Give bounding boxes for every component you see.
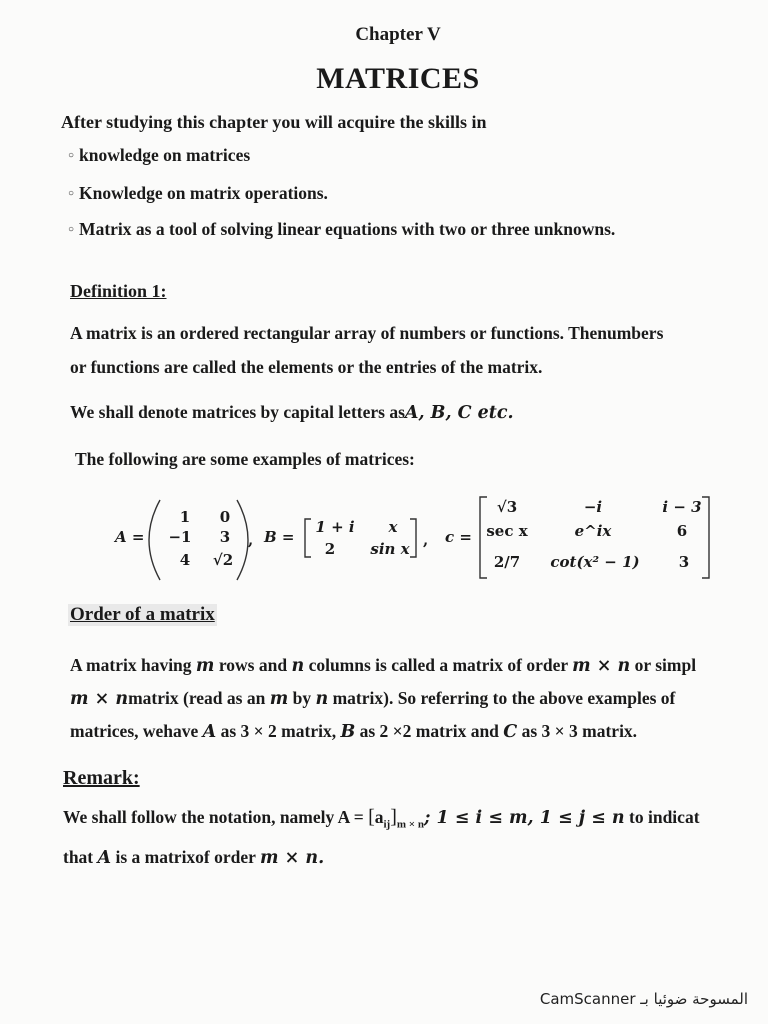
matrix-b: [263, 518, 428, 558]
bullet-icon: ○: [68, 188, 75, 199]
definition-line: We shall denote matrices by capital letters asA, B, C etc.: [70, 402, 514, 423]
remark-heading: Remark:: [63, 767, 140, 789]
matrix-cell: √3: [496, 498, 518, 516]
matrix-c: [445, 497, 709, 578]
matrix-cell: 4: [179, 551, 191, 569]
bullet-item: ○ Knowledge on matrix operations.: [68, 183, 328, 203]
matrix-cell: 3: [678, 553, 690, 571]
matrix-cell: 0: [219, 508, 231, 526]
matrix-cell: −i: [583, 498, 603, 516]
paren-left: [149, 500, 160, 580]
matrix-cell: i − 3: [662, 498, 702, 516]
chapter-label: Chapter V: [355, 24, 441, 45]
matrix-c-label: c =: [445, 528, 472, 546]
bullet-item: ○ Matrix as a tool of solving linear equations with two or three unknowns.: [68, 219, 616, 239]
bullet-icon: ○: [68, 224, 75, 235]
order-heading: Order of a matrix: [70, 604, 215, 625]
matrix-cell: 1: [179, 508, 191, 526]
bracket-close: ]: [390, 806, 397, 828]
matrix-cell: 3: [219, 528, 231, 546]
matrix-cell: e^ix: [574, 522, 612, 540]
matrix-a-label: A =: [115, 528, 145, 546]
matrix-cell: x: [388, 518, 398, 536]
remark-line: We shall follow the notation, namely $A = [a_{ij}]_{m \times n}$; 1 ≤ i ≤ m, 1 ≤ j ≤ n to indicat: [63, 806, 700, 831]
intro-text: After studying this chapter you will acquire the skills in: [61, 112, 487, 132]
definition-line: A matrix is an ordered rectangular array of numbers or functions. Thenumbers: [70, 323, 664, 343]
remark-line: that A is a matrixof order m × n.: [63, 847, 325, 868]
matrix-b-label: B =: [264, 528, 295, 546]
order-line: A matrix having m rows and n columns is called a matrix of order m × n or simpl: [70, 655, 697, 676]
matrix-cell: sec x: [486, 522, 528, 540]
matrix-cell: 2/7: [493, 553, 521, 571]
bullet-item: ○ knowledge on matrices: [68, 145, 251, 165]
paren-right: [237, 500, 248, 580]
matrix-cell: 6: [676, 522, 688, 540]
order-line: m × nmatrix (read as an m by n matrix). So referring to the above examples of: [70, 688, 676, 709]
definition-line: The following are some examples of matrices:: [75, 449, 415, 469]
separator-comma: ,: [423, 531, 429, 549]
matrix-cell: cot(x² − 1): [550, 553, 640, 571]
scanner-watermark: CamScanner المسوحة ضوئيا بـ: [539, 990, 748, 1008]
chapter-title: MATRICES: [316, 62, 480, 95]
matrix-a: [113, 500, 253, 580]
definition-heading: Definition 1:: [70, 281, 167, 301]
separator-comma: ,: [248, 531, 254, 549]
bullet-icon: ○: [68, 150, 75, 161]
definition-line: or functions are called the elements or the entries of the matrix.: [70, 357, 543, 377]
matrix-cell: 2: [324, 540, 336, 558]
matrix-cell: √2: [212, 551, 234, 569]
bracket-right: [410, 519, 416, 557]
matrix-cell: −1: [168, 528, 192, 546]
bracket-left: [305, 519, 311, 557]
order-line: matrices, wehave A as 3 × 2 matrix, B as 2 ×2 matrix and C as 3 × 3 matrix.: [70, 721, 638, 742]
matrix-cell: sin x: [370, 540, 410, 558]
bracket-right: [702, 497, 709, 578]
matrix-cell: 1 + i: [315, 518, 355, 536]
bracket-open: [: [368, 806, 375, 828]
